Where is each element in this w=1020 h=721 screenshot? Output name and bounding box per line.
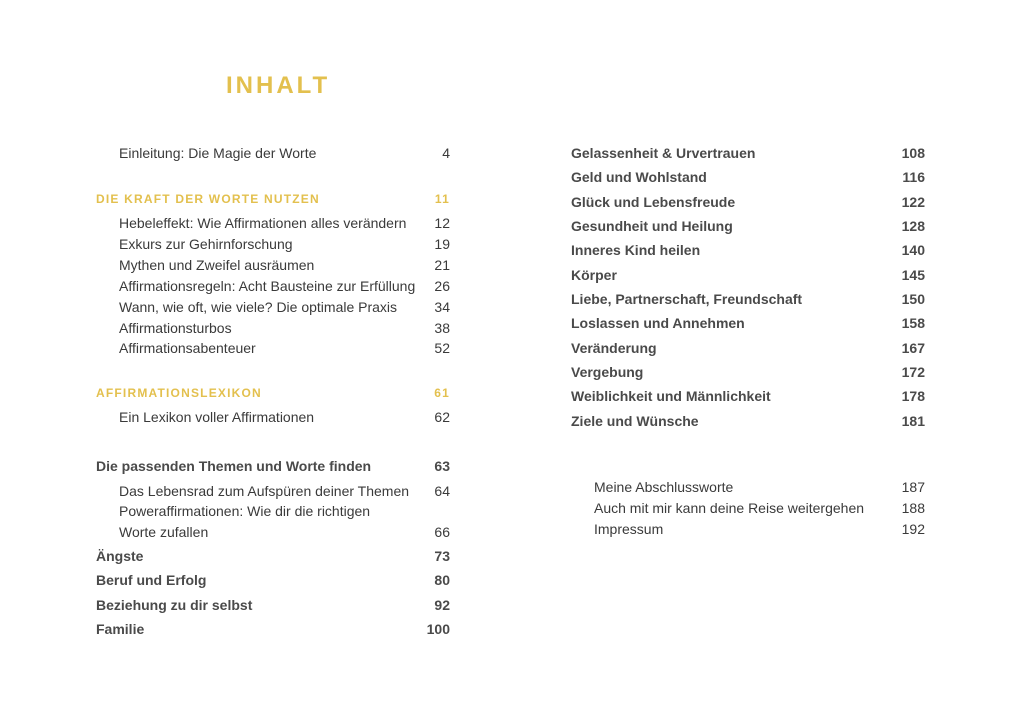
entry-title: Geld und Wohlstand (571, 169, 707, 185)
entry-title: Impressum (594, 521, 664, 537)
toc-entry[interactable] (96, 407, 450, 427)
toc-topic[interactable] (571, 313, 925, 333)
toc-topic[interactable] (571, 240, 925, 260)
toc-topic[interactable] (96, 546, 450, 566)
section-title: AFFIRMATIONSLEXIKON (96, 386, 262, 400)
toc-entry[interactable] (96, 234, 450, 254)
entry-page: 150 (901, 291, 925, 307)
toc-entry[interactable] (96, 481, 450, 501)
entry-page: 34 (434, 299, 450, 315)
entry-page: 80 (434, 572, 450, 588)
toc-topic[interactable] (571, 192, 925, 212)
entry-title: Affirmationsturbos (119, 320, 232, 336)
toc-topic[interactable] (571, 167, 925, 187)
entry-page: 66 (434, 524, 450, 540)
toc-topic[interactable] (571, 216, 925, 236)
entry-page: 167 (901, 340, 925, 356)
entry-page: 158 (901, 315, 925, 331)
toc-entry[interactable] (96, 338, 450, 358)
toc-entry[interactable] (96, 522, 450, 542)
entry-page: 181 (901, 413, 925, 429)
entry-page: 73 (434, 548, 450, 564)
toc-entry[interactable] (96, 297, 450, 317)
section-page: 11 (434, 192, 450, 206)
entry-title: Veränderung (571, 340, 657, 356)
entry-page: 19 (434, 236, 450, 252)
page-title: INHALT (226, 72, 331, 99)
entry-title: Affirmationsregeln: Acht Bausteine zur Erfüllung (119, 278, 416, 294)
entry-page: 26 (434, 278, 450, 294)
toc-topic[interactable] (571, 265, 925, 285)
entry-title: Glück und Lebensfreude (571, 194, 736, 210)
toc-entry-outro[interactable] (571, 498, 925, 518)
entry-title: Liebe, Partnerschaft, Freundschaft (571, 291, 803, 307)
toc-topic[interactable] (571, 411, 925, 431)
entry-title: Meine Abschlussworte (594, 479, 734, 495)
toc-topic[interactable] (571, 386, 925, 406)
toc-section-lexikon[interactable] (96, 383, 450, 403)
entry-title: Das Lebensrad zum Aufspüren deiner Themen (119, 483, 410, 499)
entry-page: 63 (434, 458, 450, 474)
entry-page: 140 (901, 242, 925, 258)
entry-page: 100 (426, 621, 450, 637)
entry-title: Ein Lexikon voller Affirmationen (119, 409, 315, 425)
entry-page: 178 (901, 388, 925, 404)
entry-page: 64 (434, 483, 450, 499)
toc-entry[interactable] (96, 255, 450, 275)
entry-title: Wann, wie oft, wie viele? Die optimale Praxis (119, 299, 398, 315)
entry-title: Gelassenheit & Urvertrauen (571, 145, 756, 161)
entry-title: Vergebung (571, 364, 644, 380)
entry-page: 12 (434, 215, 450, 231)
toc-entry-intro[interactable] (96, 143, 450, 163)
entry-page: 128 (901, 218, 925, 234)
entry-page: 21 (434, 257, 450, 273)
entry-page: 4 (442, 145, 450, 161)
toc-section-kraft[interactable] (96, 189, 450, 209)
entry-page: 192 (901, 521, 925, 537)
entry-title: Mythen und Zweifel ausräumen (119, 257, 315, 273)
toc-entry[interactable] (96, 318, 450, 338)
entry-page: 145 (901, 267, 925, 283)
entry-title: Weiblichkeit und Männlichkeit (571, 388, 771, 404)
toc-topic[interactable] (571, 362, 925, 382)
toc-themes-heading[interactable] (96, 456, 450, 476)
entry-title: Beruf und Erfolg (96, 572, 207, 588)
entry-title: Gesundheit und Heilung (571, 218, 733, 234)
entry-title: Ängste (96, 548, 144, 564)
toc-entry-line[interactable] (96, 501, 450, 521)
entry-title: Affirmationsabenteuer (119, 340, 256, 356)
entry-page: 52 (434, 340, 450, 356)
toc-entry-outro[interactable] (571, 477, 925, 497)
entry-page: 188 (901, 500, 925, 516)
entry-page: 116 (902, 169, 925, 185)
toc-topic[interactable] (571, 289, 925, 309)
entry-page: 38 (434, 320, 450, 336)
toc-topic[interactable] (96, 570, 450, 590)
entry-page: 108 (901, 145, 925, 161)
entry-title: Exkurs zur Gehirnforschung (119, 236, 293, 252)
entry-page: 172 (901, 364, 925, 380)
entry-title: Hebeleffekt: Wie Affirmationen alles verändern (119, 215, 407, 231)
toc-topic[interactable] (96, 619, 450, 639)
toc-entry[interactable] (96, 213, 450, 233)
toc-entry-outro[interactable] (571, 519, 925, 539)
entry-title: Ziele und Wünsche (571, 413, 699, 429)
entry-title: Beziehung zu dir selbst (96, 597, 253, 613)
entry-title: Auch mit mir kann deine Reise weitergehen (594, 500, 865, 516)
entry-title: Worte zufallen (119, 524, 209, 540)
entry-page: 122 (901, 194, 925, 210)
entry-title: Familie (96, 621, 145, 637)
toc-topic[interactable] (571, 143, 925, 163)
entry-title: Einleitung: Die Magie der Worte (119, 145, 317, 161)
entry-title: Inneres Kind heilen (571, 242, 701, 258)
entry-title: Körper (571, 267, 617, 283)
section-title: DIE KRAFT DER WORTE NUTZEN (96, 192, 320, 206)
entry-page: 62 (434, 409, 450, 425)
toc-topic[interactable] (96, 595, 450, 615)
toc-entry[interactable] (96, 276, 450, 296)
entry-title: Loslassen und Annehmen (571, 315, 745, 331)
section-page: 61 (434, 386, 450, 400)
toc-topic[interactable] (571, 338, 925, 358)
entry-title: Poweraffirmationen: Wie dir die richtigen (119, 503, 371, 519)
entry-page: 92 (434, 597, 450, 613)
entry-title: Die passenden Themen und Worte finden (96, 458, 372, 474)
entry-page: 187 (901, 479, 925, 495)
